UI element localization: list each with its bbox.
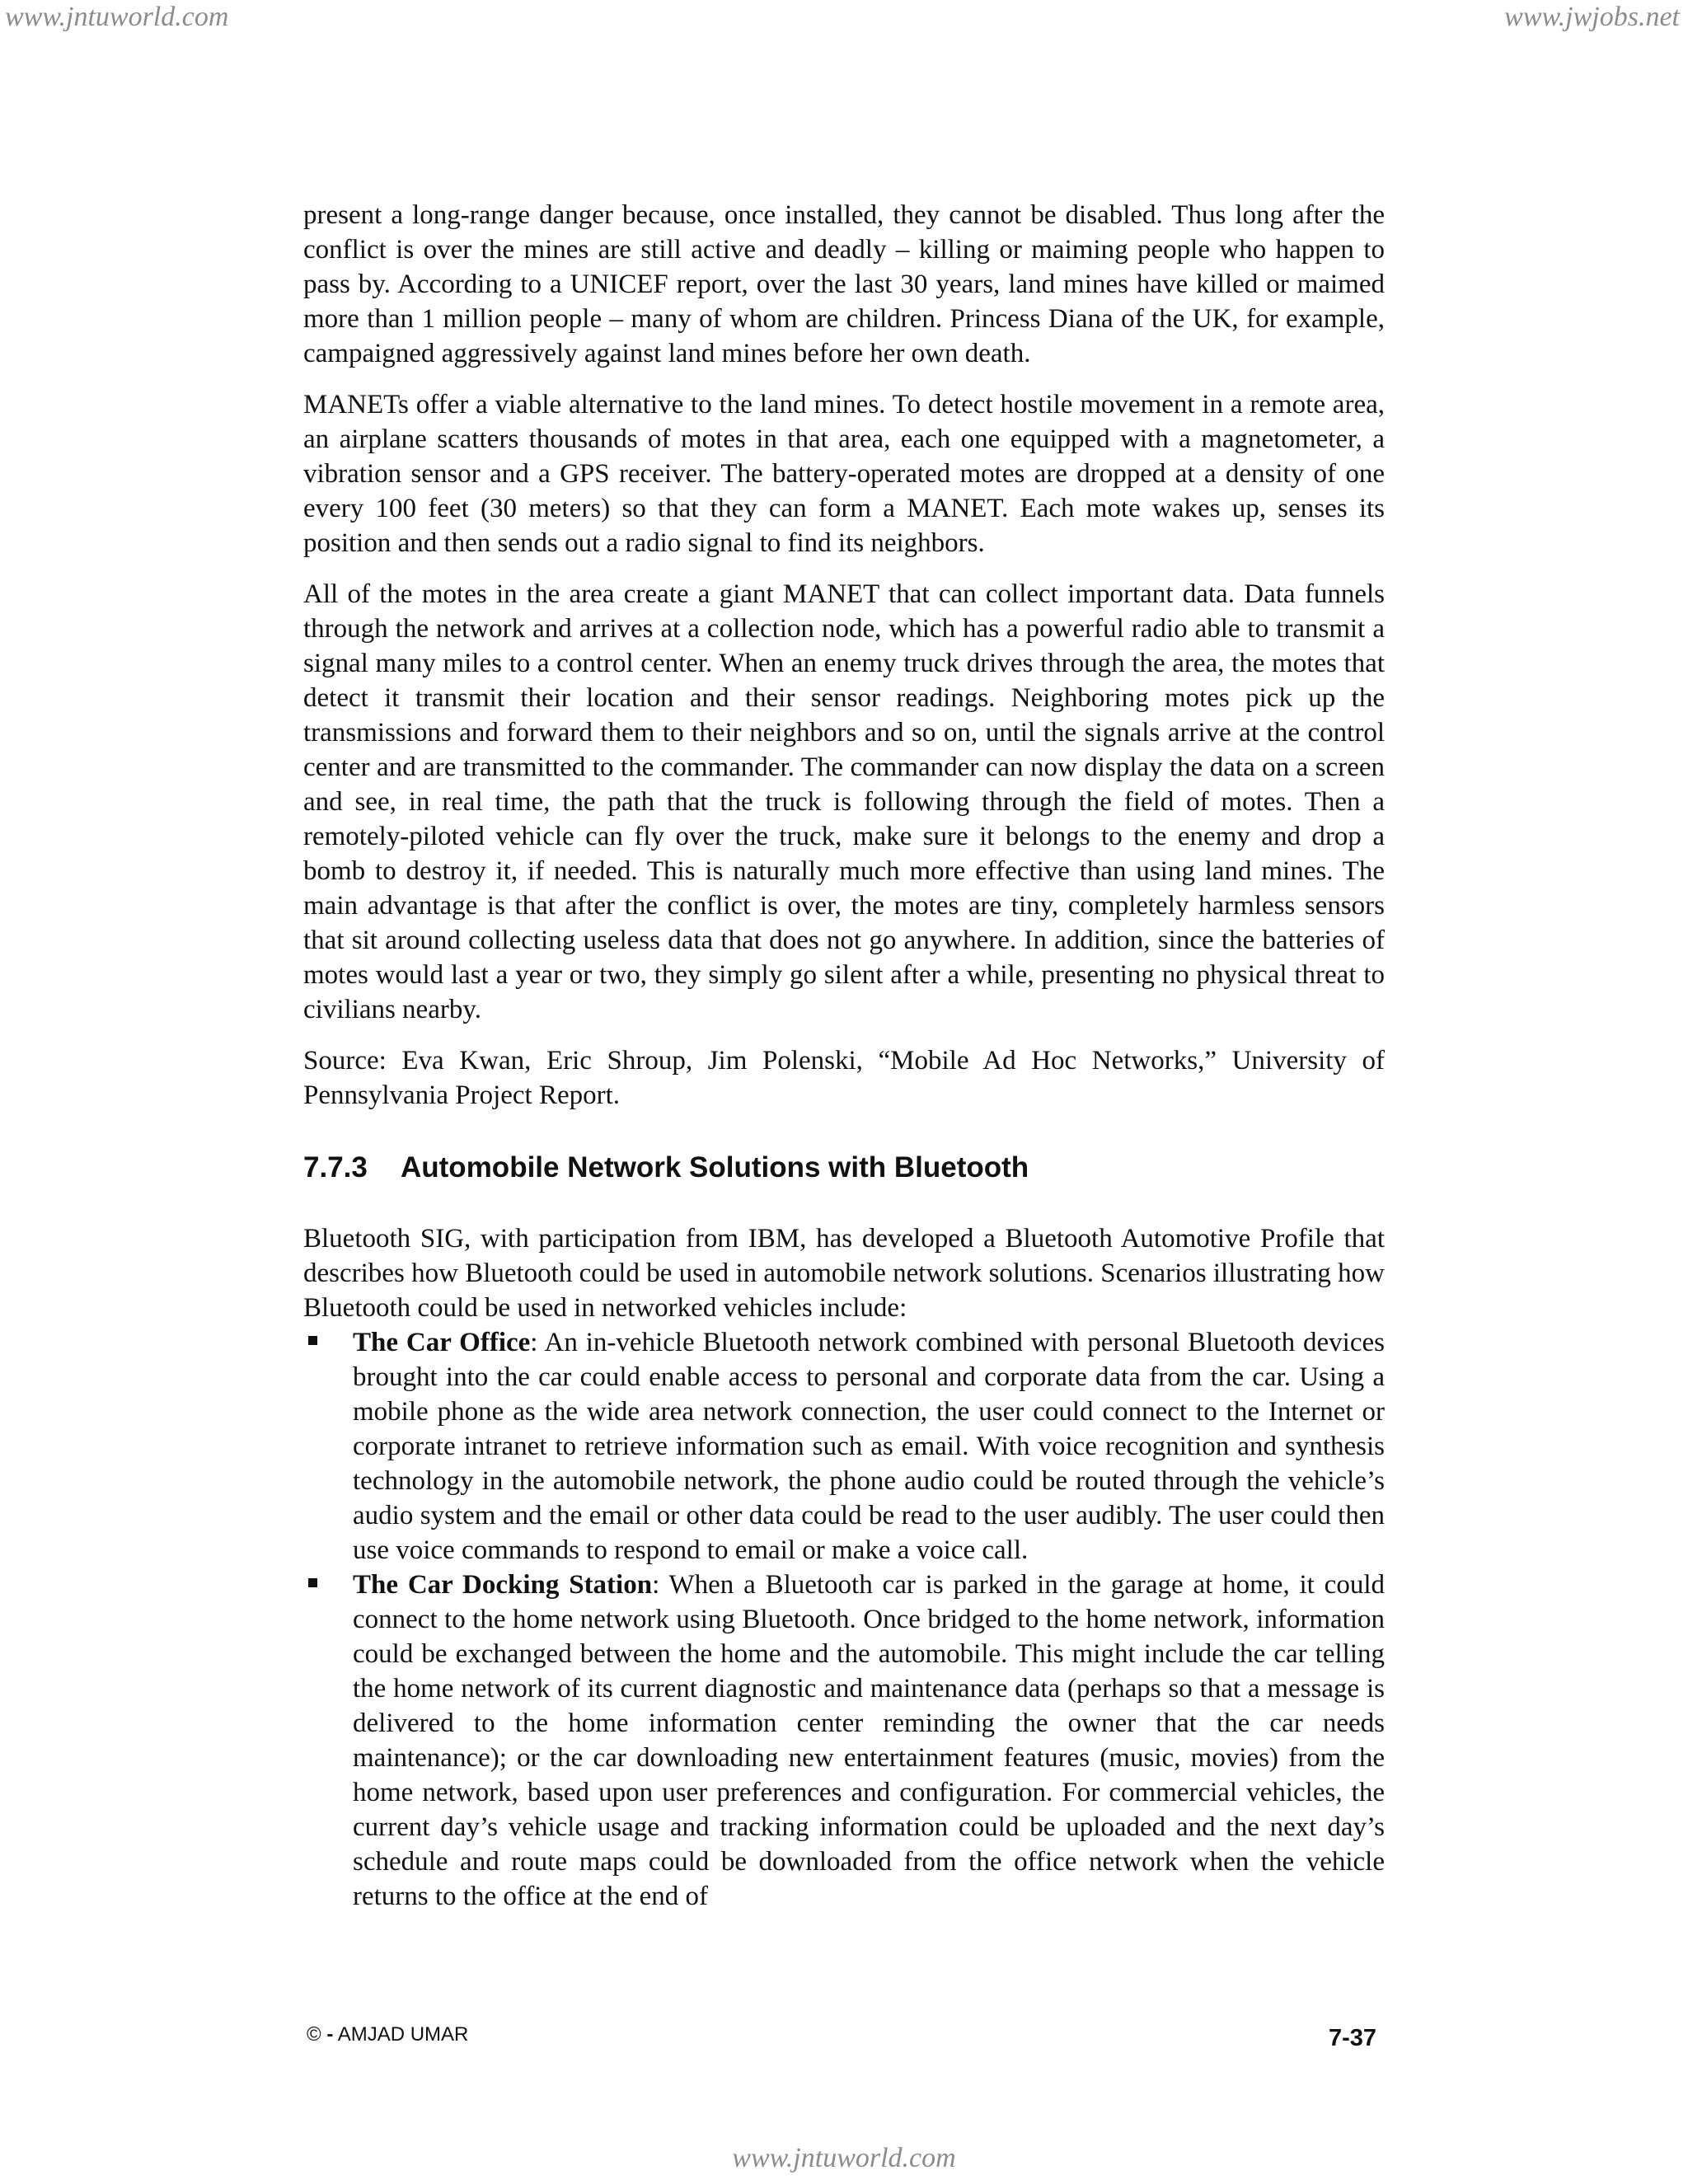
paragraph-motes-network: All of the motes in the area create a giant MANET that can collect important data. Data funnels through the network and arrives at a collection node, which has a powerful radio able to transmit a signal many miles to a control center. When an enemy truck drives through the area, the motes that detect it transmit their location and their sensor readings. Neighboring motes pick up the transmissions and forward them to their neighbors and so on, until the signals arrive at the control center and are transmitted to the commander. The commander can now display the data on a screen and see, in real time, the path that the truck is following through the field of motes. Then a remotely-piloted vehicle can fly over the truck, make sure it belongs to the enemy and drop a bomb to destroy it, if needed. This is naturally much more effective than using land mines. The main advantage is that after the conflict is over, the motes are tiny, completely harmless sensors that sit around collecting useless data that does not go anywhere. In addition, since the batteries of motes would last a year or two, they simply go silent after a while, presenting no physical threat to civilians nearby. [303,579,1385,1024]
footer-author: AMJAD UMAR [337,2023,469,2046]
footer-copyright [307,2023,468,2046]
section-title: Automobile Network Solutions with Bluetooth [401,1151,1029,1183]
bullet-text: : An in-vehicle Bluetooth network combined with personal Bluetooth devices brought into the car could enable access to personal and corporate data from the car. Using a mobile phone as the wide area network connection, the user could connect to the Internet or corporate intranet to retrieve information such as email. With voice recognition and synthesis technology in the automobile network, the phone audio could be routed through the vehicle’s audio system and the email or other data could be read to the user audibly. The user could then use voice commands to respond to email or make a voice call. [353,1328,1385,1565]
watermark-top-right: www.jwjobs.net [1504,2,1680,32]
square-bullet-icon [308,1336,317,1345]
scenario-list [303,1325,1385,1914]
watermark-bottom: www.jntuworld.com [732,2143,956,2173]
page-body [303,198,1385,1914]
square-bullet-icon [308,1578,317,1587]
paragraph-manet-alternative: MANETs offer a viable alternative to the land mines. To detect hostile movement in a remote area, an airplane scatters thousands of motes in that area, each one equipped with a magnetometer, a vibration sensor and a GPS receiver. The battery-operated motes are dropped at a density of one every 100 feet (30 meters) so that they can form a MANET. Each mote wakes up, senses its position and then sends out a radio signal to find its neighbors. [303,390,1385,558]
list-item [303,1325,1385,1568]
section-intro: Bluetooth SIG, with participation from IBM, has developed a Bluetooth Automotive Profile that describes how Bluetooth could be used in automobile network solutions. Scenarios illustrating how Bluetooth could be used in networked vehicles include: [303,1224,1385,1323]
section-heading [303,1151,1385,1185]
watermark-top-left: www.jntuworld.com [5,2,229,32]
footer-dash: - [326,2023,334,2046]
paragraph-source: Source: Eva Kwan, Eric Shroup, Jim Polenski, “Mobile Ad Hoc Networks,” University of Pennsylvania Project Report. [303,1046,1385,1110]
list-item [303,1568,1385,1914]
bullet-text: : When a Bluetooth car is parked in the garage at home, it could connect to the home network using Bluetooth. Once bridged to the home network, information could be exchanged between the home and the automobile. This might include the car telling the home network of its current diagnostic and maintenance data (perhaps so that a message is delivered to the home information center reminding the owner that the car needs maintenance); or the car downloading new entertainment features (music, movies) from the home network, based upon user preferences and configuration. For commercial vehicles, the current day’s vehicle usage and tracking information could be uploaded and the next day’s schedule and route maps could be downloaded from the office network when the vehicle returns to the office at the end of [353,1570,1385,1911]
section-number: 7.7.3 [303,1151,368,1183]
bullet-term: The Car Office [353,1328,531,1357]
paragraph-land-mines: present a long-range danger because, once installed, they cannot be disabled. Thus long after the conflict is over the mines are still active and deadly – killing or maiming people who happen to pass by. According to a UNICEF report, over the last 30 years, land mines have killed or maimed more than 1 million people – many of whom are children. Princess Diana of the UK, for example, campaigned aggressively against land mines before her own death. [303,200,1385,368]
bullet-term: The Car Docking Station [353,1570,653,1600]
copyright-icon: © [307,2023,321,2046]
page-number: 7-37 [1329,2025,1377,2051]
